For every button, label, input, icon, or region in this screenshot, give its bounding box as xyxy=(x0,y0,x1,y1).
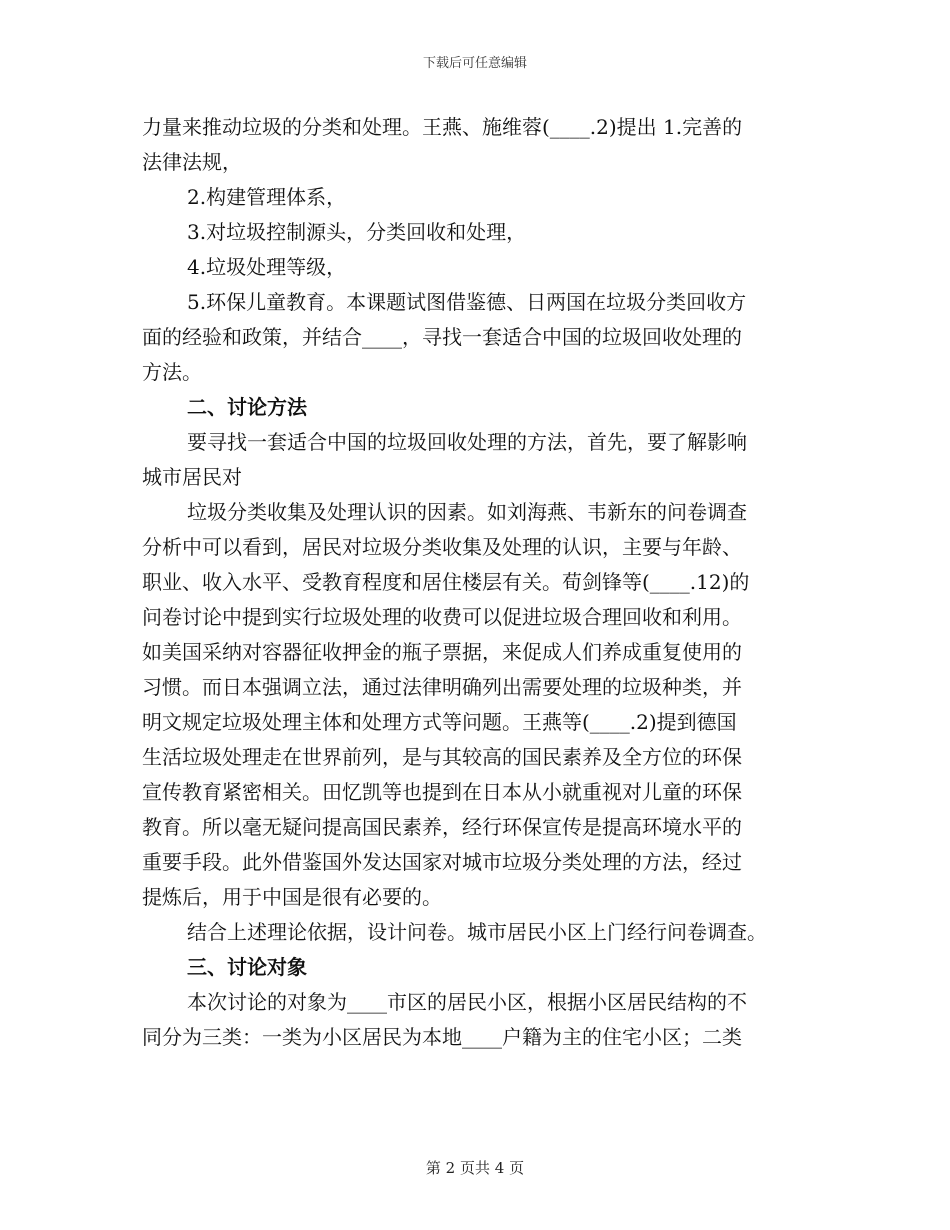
paragraph-line: 同分为三类：一类为小区居民为本地____户籍为主的住宅小区；二类 xyxy=(142,1025,742,1049)
paragraph-line: 城市居民对 xyxy=(142,465,242,489)
paragraph-line: 问卷讨论中提到实行垃圾处理的收费可以促进垃圾合理回收和利用。 xyxy=(142,605,742,629)
list-item: 4.垃圾处理等级， xyxy=(187,255,347,279)
paragraph-line: 分析中可以看到，居民对垃圾分类收集及处理的认识，主要与年龄、 xyxy=(142,535,742,559)
paragraph-line: 力量来推动垃圾的分类和处理。王燕、施维蓉(____.2)提出 1.完善的 xyxy=(142,115,743,139)
paragraph-line: 法律法规， xyxy=(142,150,242,174)
paragraph-line: 要寻找一套适合中国的垃圾回收处理的方法，首先，要了解影响 xyxy=(187,430,747,454)
paragraph-line: 明文规定垃圾处理主体和处理方式等问题。王燕等(____.2)提到德国 xyxy=(142,710,737,734)
list-item: 3.对垃圾控制源头，分类回收和处理， xyxy=(187,220,527,244)
paragraph-line: 职业、收入水平、受教育程度和居住楼层有关。荀剑锋等(____.12)的 xyxy=(142,570,750,594)
paragraph-line: 如美国采纳对容器征收押金的瓶子票据，来促成人们养成重复使用的 xyxy=(142,640,742,664)
list-item: 2.构建管理体系， xyxy=(187,185,347,209)
paragraph-line: 宣传教育紧密相关。田忆凯等也提到在日本从小就重视对儿童的环保 xyxy=(142,780,742,804)
page-footer: 第 2 页共 4 页 xyxy=(425,1159,525,1177)
paragraph-line: 生活垃圾处理走在世界前列，是与其较高的国民素养及全方位的环保 xyxy=(142,745,742,769)
paragraph-line: 习惯。而日本强调立法，通过法律明确列出需要处理的垃圾种类，并 xyxy=(142,675,742,699)
paragraph-line: 教育。所以毫无疑问提高国民素养，经行环保宣传是提高环境水平的 xyxy=(142,815,742,839)
paragraph-line: 结合上述理论依据，设计问卷。城市居民小区上门经行问卷调查。 xyxy=(187,920,767,944)
paragraph-line: 面的经验和政策，并结合____，寻找一套适合中国的垃圾回收处理的 xyxy=(142,325,742,349)
list-item: 5.环保儿童教育。本课题试图借鉴德、日两国在垃圾分类回收方 xyxy=(187,290,747,314)
paragraph-line: 提炼后，用于中国是很有必要的。 xyxy=(142,885,442,909)
document-body xyxy=(142,110,812,1055)
page-header: 下载后可任意编辑 xyxy=(422,56,527,71)
section-heading: 二、讨论方法 xyxy=(187,395,307,419)
paragraph-line: 重要手段。此外借鉴国外发达国家对城市垃圾分类处理的方法，经过 xyxy=(142,850,742,874)
paragraph-line: 垃圾分类收集及处理认识的因素。如刘海燕、韦新东的问卷调查 xyxy=(187,500,747,524)
section-heading: 三、讨论对象 xyxy=(187,955,307,979)
paragraph-line: 方法。 xyxy=(142,360,202,384)
paragraph-line: 本次讨论的对象为____市区的居民小区，根据小区居民结构的不 xyxy=(187,990,747,1014)
